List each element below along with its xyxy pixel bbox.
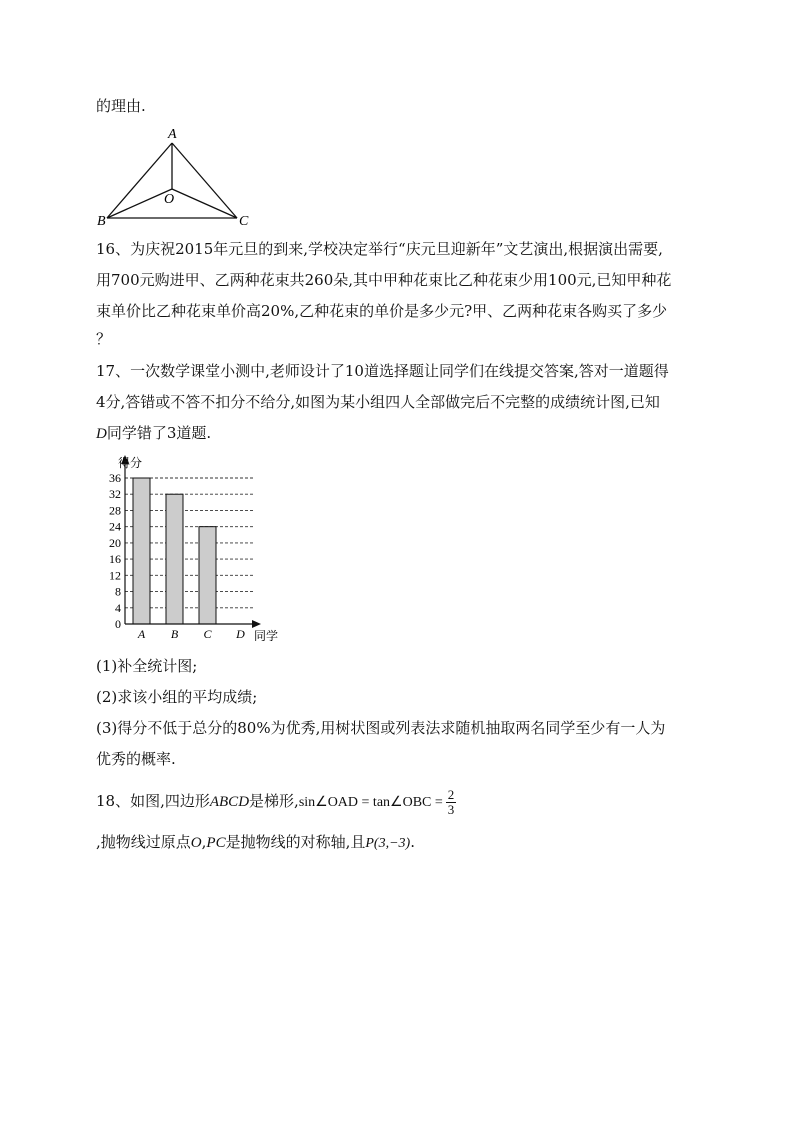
q18-line2-c: 是抛物线的对称轴,且 — [225, 833, 366, 851]
q18-line2-a: ,抛物线过原点 — [96, 833, 191, 851]
student-d: D — [96, 426, 107, 442]
q17-line-3 — [96, 423, 211, 444]
y-tick-label: 28 — [109, 503, 121, 518]
label-C: C — [239, 214, 249, 229]
q18-formula: sin∠OAD = tan∠OBC = — [298, 795, 443, 810]
q18-line-2 — [96, 832, 415, 854]
q16-line-4: ？ — [96, 330, 112, 348]
q17-sub-1: (1)补全统计图; — [96, 657, 198, 675]
fraction-denominator: 3 — [447, 801, 455, 817]
label-A: A — [168, 127, 177, 142]
y-tick-label: 32 — [109, 487, 121, 502]
q17-sub-3: (3)得分不低于总分的80%为优秀,用树状图或列表法求随机抽取两名同学至少有一人为 — [96, 719, 666, 737]
q18-line2-b: , — [201, 833, 207, 851]
q16-line-3: 束单价比乙种花束单价高20%,乙种花束的单价是多少元?甲、乙两种花束各购买了多少 — [96, 302, 668, 320]
x-axis-arrow — [252, 620, 261, 628]
x-axis-label: 同学 — [254, 629, 279, 643]
q16-line-2: 用700元购进甲、乙两种花束共260朵,其中甲种花束比乙种花束少用100元,已知甲种花 — [96, 271, 672, 289]
q18-line2-end: . — [410, 833, 415, 851]
y-axis-label: 得分 — [118, 456, 143, 470]
y-tick-label: 12 — [109, 568, 121, 583]
x-tick-label: C — [203, 627, 212, 641]
y-tick-label: 36 — [109, 471, 121, 485]
q18-point-p: P(3,−3) — [365, 836, 411, 851]
y-tick-label: 0 — [115, 617, 121, 631]
bar-B — [166, 494, 183, 624]
y-tick-label: 24 — [109, 519, 121, 534]
q18-line-1 — [96, 784, 456, 820]
y-tick-label: 8 — [115, 584, 121, 599]
label-O: O — [164, 192, 175, 207]
q17-line-1: 17、一次数学课堂小测中,老师设计了10道选择题让同学们在线提交答案,答对一道题得 — [96, 362, 669, 380]
q18-fraction — [446, 788, 457, 817]
x-tick-label: D — [236, 627, 245, 641]
label-B: B — [97, 214, 106, 229]
triangle-figure — [95, 125, 265, 230]
y-tick-label: 20 — [109, 535, 121, 550]
bar-A — [133, 478, 150, 624]
y-tick-label: 4 — [115, 600, 121, 615]
q17-line-3-text: 同学错了3道题. — [106, 424, 212, 442]
intro-line: 的理由. — [96, 97, 146, 115]
q18-abcd: ABCD — [209, 794, 250, 810]
x-tick-label: A — [137, 627, 146, 641]
score-bar-chart — [96, 450, 296, 645]
q18-prefix: 18、如图,四边形 — [96, 792, 210, 810]
x-tick-label: B — [170, 627, 179, 641]
q18-mid: 是梯形, — [249, 792, 299, 810]
q17-sub-4: 优秀的概率. — [96, 750, 176, 768]
bar-C — [199, 527, 216, 624]
q16-line-1: 16、为庆祝2015年元旦的到来,学校决定举行“庆元旦迎新年”文艺演出,根据演出需要, — [96, 240, 663, 258]
q17-sub-2: (2)求该小组的平均成绩; — [96, 688, 258, 706]
y-tick-label: 16 — [109, 552, 121, 567]
fraction-numerator: 2 — [447, 786, 455, 802]
q18-origin-o: O — [190, 835, 202, 851]
q18-pc: PC — [206, 835, 226, 851]
q17-line-2: 4分,答错或不答不扣分不给分,如图为某小组四人全部做完后不完整的成绩统计图,已知 — [96, 393, 660, 411]
